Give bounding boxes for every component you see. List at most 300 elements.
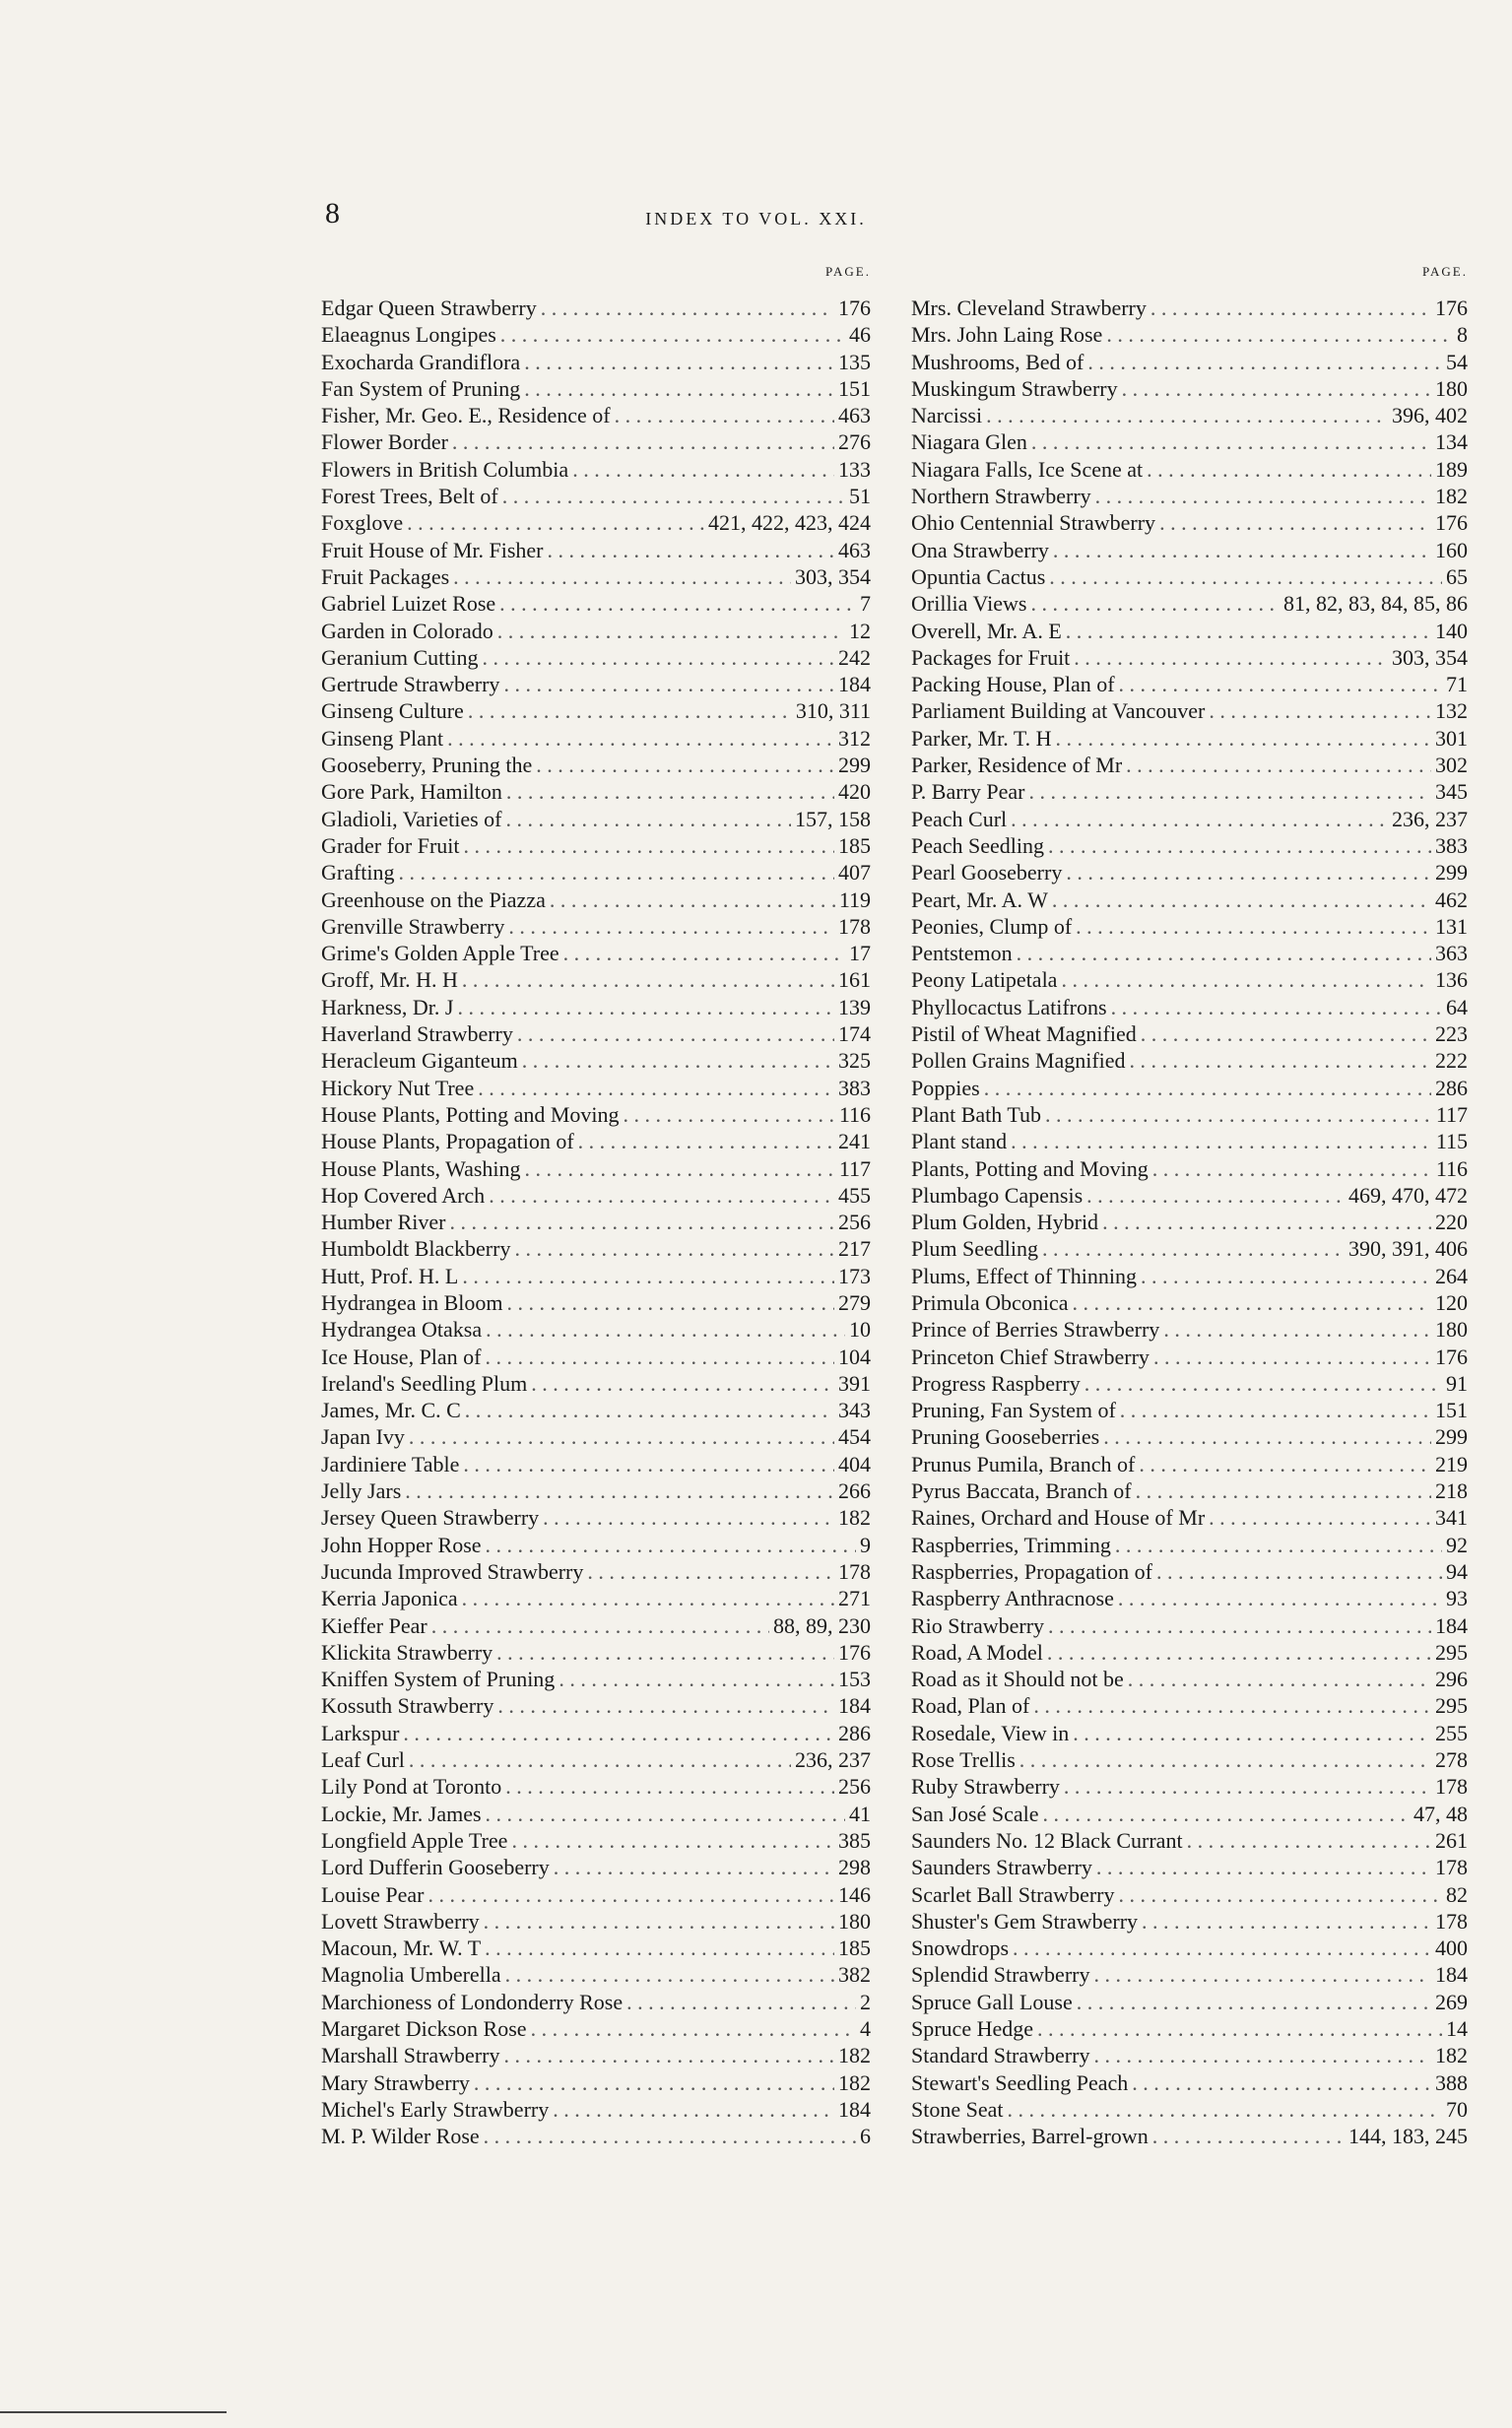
entry-name: San José Scale [911, 1801, 1039, 1826]
entry-pages: 396, 402 [1392, 403, 1468, 428]
entry-pages: 132 [1435, 698, 1468, 724]
dot-leader [1042, 1236, 1345, 1262]
dot-leader [511, 1828, 834, 1854]
dot-leader [1106, 322, 1453, 348]
entry-name: Pruning Gooseberries [911, 1424, 1100, 1450]
entry-name: Gooseberry, Pruning the [321, 753, 533, 778]
entry-name: Peonies, Clump of [911, 913, 1073, 939]
dot-leader [1119, 672, 1442, 697]
entry-pages: 454 [838, 1424, 871, 1450]
entry-pages: 185 [838, 1936, 871, 1961]
dot-leader [522, 1048, 834, 1074]
entry-pages: 382 [838, 1962, 871, 1988]
index-column-right [911, 264, 1468, 2150]
entry-name: Hop Covered Arch [321, 1182, 486, 1208]
entry-pages: 146 [838, 1881, 871, 1907]
index-entry [911, 2124, 1468, 2150]
entry-name: House Plants, Potting and Moving [321, 1101, 620, 1127]
entry-pages: 345 [1435, 779, 1468, 805]
entry-name: Flower Border [321, 429, 448, 455]
entry-name: Margaret Dickson Rose [321, 2016, 527, 2041]
index-entry [321, 564, 871, 591]
entry-name: Foxglove [321, 510, 404, 536]
entry-name: Grenville Strawberry [321, 913, 505, 939]
entry-name: Forest Trees, Belt of [321, 484, 498, 509]
entry-name: Elaeagnus Longipes [321, 322, 496, 348]
index-entry [911, 645, 1468, 672]
dot-leader [1045, 1102, 1432, 1128]
entry-name: John Hopper Rose [321, 1532, 482, 1557]
entry-name: Parliament Building at Vancouver [911, 698, 1206, 724]
index-entry [321, 619, 871, 645]
dot-leader [1066, 860, 1431, 886]
entry-name: Niagara Glen [911, 429, 1027, 455]
entry-name: Larkspur [321, 1720, 400, 1745]
entry-name: Packages for Fruit [911, 644, 1071, 670]
entry-name: Geranium Cutting [321, 644, 479, 670]
entry-pages: 134 [1435, 429, 1468, 455]
index-entry [321, 1667, 871, 1693]
dot-leader [986, 403, 1388, 428]
entry-pages: 390, 391, 406 [1348, 1236, 1468, 1262]
index-entry [911, 1371, 1468, 1398]
entry-pages: 64 [1446, 994, 1468, 1019]
entry-pages: 184 [838, 2096, 871, 2122]
entry-pages: 119 [838, 886, 871, 912]
entry-name: Splendid Strawberry [911, 1962, 1090, 1988]
entry-name: Scarlet Ball Strawberry [911, 1881, 1115, 1907]
index-entry [911, 1747, 1468, 1774]
dot-leader [427, 1882, 834, 1908]
dot-leader [484, 2124, 856, 2149]
index-entry [321, 1129, 871, 1155]
entry-name: Pistil of Wheat Magnified [911, 1021, 1137, 1047]
entry-pages: 242 [838, 644, 871, 670]
index-entry [911, 1236, 1468, 1263]
dot-leader [531, 1371, 834, 1397]
entry-pages: 91 [1446, 1370, 1468, 1396]
dot-leader [403, 1721, 834, 1746]
index-entry [321, 2043, 871, 2069]
entry-pages: 302 [1435, 753, 1468, 778]
index-entry [911, 1102, 1468, 1129]
index-entry [911, 1317, 1468, 1344]
entry-name: Marchioness of Londonderry Rose [321, 1989, 624, 2014]
dot-leader [1093, 2043, 1431, 2068]
index-entry [321, 779, 871, 806]
entry-name: Mrs. Cleveland Strawberry [911, 295, 1147, 320]
dot-leader [1008, 2097, 1443, 2123]
dot-leader [1122, 376, 1431, 402]
entry-pages: 298 [838, 1855, 871, 1880]
index-entry [911, 2016, 1468, 2043]
entry-name: Primula Obconica [911, 1289, 1069, 1315]
index-entry [911, 2043, 1468, 2069]
entry-pages: 93 [1446, 1586, 1468, 1611]
index-entry [911, 860, 1468, 886]
entry-pages: 184 [1435, 1962, 1468, 1988]
dot-leader [624, 1102, 835, 1128]
entry-pages: 88, 89, 230 [773, 1612, 871, 1638]
entry-name: Hydrangea Otaksa [321, 1317, 483, 1343]
entry-name: Plum Seedling [911, 1236, 1038, 1262]
dot-leader [1086, 1183, 1345, 1209]
index-entry [911, 1290, 1468, 1317]
entry-pages: 176 [1435, 295, 1468, 320]
dot-leader [517, 1021, 834, 1047]
index-entry [321, 1640, 871, 1667]
index-entry [321, 753, 871, 779]
dot-leader [1159, 510, 1431, 536]
index-entry [911, 807, 1468, 833]
page-column-heading: PAGE. [824, 264, 871, 279]
index-entry [911, 1156, 1468, 1183]
entry-name: Kieffer Pear [321, 1612, 427, 1638]
entry-name: House Plants, Propagation of [321, 1129, 574, 1154]
entry-pages: 144, 183, 245 [1348, 2124, 1468, 2149]
entry-pages: 222 [1435, 1048, 1468, 1074]
index-entry [321, 1236, 871, 1263]
entry-pages: 341 [1435, 1505, 1468, 1531]
dot-leader [468, 698, 792, 724]
entry-name: Raspberries, Propagation of [911, 1558, 1152, 1584]
dot-leader [1141, 1264, 1431, 1289]
dot-leader [572, 457, 834, 483]
entry-pages: 295 [1435, 1639, 1468, 1665]
entry-pages: 176 [838, 1639, 871, 1665]
dot-leader [1017, 941, 1431, 966]
entry-pages: 180 [838, 1908, 871, 1934]
entry-name: Phyllocactus Latifrons [911, 994, 1107, 1019]
entry-pages: 12 [849, 618, 871, 643]
entry-pages: 173 [838, 1263, 871, 1288]
index-entry [321, 1210, 871, 1236]
index-entry [321, 860, 871, 886]
entry-pages: 151 [838, 375, 871, 401]
index-entry [321, 322, 871, 349]
index-entry [911, 1183, 1468, 1210]
index-entry [911, 376, 1468, 403]
entry-pages: 182 [838, 2069, 871, 2095]
entry-name: Klickita Strawberry [321, 1639, 493, 1665]
entry-name: Edgar Queen Strawberry [321, 295, 537, 320]
entry-name: Plant Bath Tub [911, 1101, 1042, 1127]
entry-pages: 301 [1435, 725, 1468, 751]
dot-leader [486, 1802, 845, 1827]
dot-leader [525, 1156, 835, 1182]
dot-leader [1030, 591, 1280, 617]
entry-pages: 51 [849, 484, 871, 509]
index-entry [321, 1559, 871, 1586]
index-entry [321, 1802, 871, 1828]
index-entry [911, 1533, 1468, 1559]
dot-leader [447, 726, 834, 752]
index-entry [911, 1693, 1468, 1720]
entry-name: Fruit Packages [321, 563, 450, 589]
entry-pages: 269 [1435, 1989, 1468, 2014]
entry-name: Heracleum Giganteum [321, 1048, 518, 1074]
dot-leader [626, 1990, 856, 2015]
dot-leader [524, 376, 834, 402]
dot-leader [497, 1693, 834, 1719]
dot-leader [405, 1478, 834, 1504]
entry-name: Plums, Effect of Thinning [911, 1263, 1137, 1288]
entry-name: Rosedale, View in [911, 1720, 1070, 1745]
index-entry [321, 807, 871, 833]
entry-pages: 391 [838, 1370, 871, 1396]
index-entry [321, 510, 871, 537]
dot-leader [1076, 914, 1431, 940]
entry-name: James, Mr. C. C [321, 1398, 461, 1423]
dot-leader [554, 1855, 834, 1880]
entry-pages: 92 [1446, 1532, 1468, 1557]
dot-leader [1119, 1882, 1443, 1908]
entry-pages: 407 [838, 860, 871, 886]
entry-name: Raspberries, Trimming [911, 1532, 1111, 1557]
entry-name: Peach Seedling [911, 832, 1045, 858]
dot-leader [503, 672, 834, 697]
entry-pages: 463 [838, 537, 871, 562]
index-entry [321, 2070, 871, 2097]
entry-name: Gertrude Strawberry [321, 672, 500, 697]
dot-leader [1153, 1345, 1431, 1370]
entry-pages: 400 [1435, 1936, 1468, 1961]
index-entry [911, 457, 1468, 484]
dot-leader [500, 322, 845, 348]
entry-name: Pearl Gooseberry [911, 860, 1063, 886]
dot-leader [407, 510, 704, 536]
entry-name: Plumbago Capensis [911, 1182, 1084, 1208]
entry-pages: 135 [838, 349, 871, 374]
index-entry [321, 1290, 871, 1317]
index-entry [321, 1586, 871, 1612]
entry-pages: 178 [1435, 1908, 1468, 1934]
entry-pages: 81, 82, 83, 84, 85, 86 [1283, 591, 1468, 617]
entry-name: Princeton Chief Strawberry [911, 1344, 1150, 1369]
entry-name: Raines, Orchard and House of Mr [911, 1505, 1206, 1531]
entry-pages: 54 [1446, 349, 1468, 374]
dot-leader [1077, 1990, 1431, 2015]
entry-name: Pruning, Fan System of [911, 1398, 1116, 1423]
entry-pages: 120 [1435, 1289, 1468, 1315]
index-entry [321, 484, 871, 510]
dot-leader [1118, 1586, 1442, 1611]
dot-leader [1019, 1747, 1431, 1773]
dot-leader [464, 833, 834, 859]
dot-leader [1209, 1505, 1431, 1531]
entry-pages: 176 [1435, 510, 1468, 536]
dot-leader [563, 941, 845, 966]
entry-pages: 303, 354 [795, 563, 871, 589]
entry-pages: 176 [1435, 1344, 1468, 1369]
dot-leader [453, 564, 791, 590]
index-entry [911, 350, 1468, 376]
entry-pages: 271 [838, 1586, 871, 1611]
entry-name: Grader for Fruit [321, 832, 460, 858]
entry-name: Plant stand [911, 1129, 1008, 1154]
entry-pages: 10 [849, 1317, 871, 1343]
entry-name: Kossuth Strawberry [321, 1693, 494, 1719]
dot-leader [578, 1129, 834, 1154]
entry-pages: 180 [1435, 375, 1468, 401]
dot-leader [462, 967, 834, 993]
dot-leader [1028, 779, 1431, 805]
dot-leader [462, 1586, 834, 1611]
entry-name: Hickory Nut Tree [321, 1075, 475, 1100]
index-entry [911, 941, 1468, 967]
entry-pages: 178 [838, 913, 871, 939]
index-entry [911, 1076, 1468, 1102]
entry-name: Spruce Gall Louse [911, 1989, 1073, 2014]
entry-name: Ireland's Seedling Plum [321, 1370, 528, 1396]
entry-pages: 286 [1435, 1075, 1468, 1100]
dot-leader [486, 1345, 834, 1370]
dot-leader [1126, 753, 1431, 778]
entry-pages: 383 [838, 1075, 871, 1100]
dot-leader [506, 807, 792, 832]
entry-pages: 6 [860, 2124, 871, 2149]
dot-leader [462, 1264, 834, 1289]
index-entry [321, 1048, 871, 1075]
entry-pages: 463 [838, 403, 871, 428]
dot-leader [486, 1533, 856, 1558]
entry-name: Louise Pear [321, 1881, 425, 1907]
entry-name: Michel's Early Strawberry [321, 2096, 550, 2122]
entry-name: Prunus Pumila, Branch of [911, 1451, 1136, 1476]
entry-name: House Plants, Washing [321, 1155, 521, 1181]
index-entry [321, 1345, 871, 1371]
entry-pages: 303, 354 [1392, 644, 1468, 670]
entry-name: Lord Dufferin Gooseberry [321, 1855, 550, 1880]
dot-leader [1141, 1021, 1431, 1047]
entry-name: Spruce Hedge [911, 2016, 1034, 2041]
index-entry [321, 967, 871, 994]
entry-pages: 71 [1446, 672, 1468, 697]
entry-name: Lovett Strawberry [321, 1908, 480, 1934]
entry-name: Hydrangea in Bloom [321, 1289, 503, 1315]
entry-name: Fruit House of Mr. Fisher [321, 537, 544, 562]
index-entry [321, 1398, 871, 1424]
entry-name: Longfield Apple Tree [321, 1827, 508, 1853]
entry-name: Gabriel Luizet Rose [321, 591, 496, 617]
index-entry [321, 1774, 871, 1801]
entry-name: Groff, Mr. H. H [321, 967, 458, 993]
entry-pages: 241 [838, 1129, 871, 1154]
entry-name: Kniffen System of Pruning [321, 1667, 556, 1692]
dot-leader [550, 887, 835, 913]
entry-pages: 279 [838, 1289, 871, 1315]
entry-name: Opuntia Cactus [911, 563, 1046, 589]
dot-leader [1056, 726, 1431, 752]
page-number: 8 [325, 197, 340, 230]
entry-name: Ginseng Culture [321, 698, 464, 724]
dot-leader [489, 1183, 834, 1209]
entry-name: Ona Strawberry [911, 537, 1049, 562]
entry-pages: 2 [860, 1989, 871, 2014]
entry-pages: 94 [1446, 1558, 1468, 1584]
entry-name: Raspberry Anthracnose [911, 1586, 1114, 1611]
index-entry [911, 1909, 1468, 1936]
dot-leader [548, 538, 835, 563]
dot-leader [1048, 833, 1431, 859]
dot-leader [497, 619, 845, 644]
dot-leader [1096, 1855, 1431, 1880]
entry-pages: 455 [838, 1182, 871, 1208]
dot-leader [1095, 484, 1431, 509]
dot-leader [506, 779, 834, 805]
index-entry [911, 672, 1468, 698]
entry-name: Magnolia Umberella [321, 1962, 501, 1988]
index-entry [911, 403, 1468, 429]
entry-pages: 160 [1435, 537, 1468, 562]
entry-pages: 4 [860, 2016, 871, 2041]
entry-pages: 139 [838, 994, 871, 1019]
index-entry [911, 510, 1468, 537]
entry-pages: 299 [1435, 1424, 1468, 1450]
index-entry [911, 538, 1468, 564]
entry-name: Plum Golden, Hybrid [911, 1210, 1099, 1235]
index-entry [321, 1183, 871, 1210]
running-head: INDEX TO VOL. XXI. [645, 209, 867, 229]
index-entry [321, 403, 871, 429]
index-entry [911, 1640, 1468, 1667]
dot-leader [1049, 564, 1442, 590]
dot-leader [1053, 538, 1431, 563]
entry-name: Greenhouse on the Piazza [321, 886, 546, 912]
entry-name: Saunders No. 12 Black Currant [911, 1827, 1183, 1853]
entry-name: Ohio Centennial Strawberry [911, 510, 1156, 536]
entry-pages: 236, 237 [795, 1747, 871, 1773]
entry-name: Road as it Should not be [911, 1667, 1124, 1692]
dot-leader [1052, 887, 1431, 913]
index-entry [321, 1021, 871, 1048]
entry-pages: 299 [1435, 860, 1468, 886]
index-entry [321, 1613, 871, 1640]
index-entry [321, 1452, 871, 1478]
entry-name: Road, Plan of [911, 1693, 1030, 1719]
index-entry [911, 295, 1468, 322]
entry-name: Parker, Mr. T. H [911, 725, 1052, 751]
dot-leader [1139, 1452, 1431, 1477]
entry-pages: 70 [1446, 2096, 1468, 2122]
entry-name: Road, A Model [911, 1639, 1043, 1665]
entry-pages: 462 [1435, 886, 1468, 912]
dot-leader [505, 1962, 834, 1988]
entry-name: Pollen Grains Magnified [911, 1048, 1126, 1074]
dot-leader [514, 1236, 834, 1262]
entry-pages: 223 [1435, 1021, 1468, 1047]
entry-name: Flowers in British Columbia [321, 456, 569, 482]
dot-leader [502, 484, 845, 509]
entry-pages: 236, 237 [1392, 806, 1468, 831]
dot-leader [1013, 1936, 1431, 1961]
entry-pages: 363 [1435, 941, 1468, 966]
dot-leader [505, 1774, 834, 1800]
dot-leader [1061, 967, 1431, 993]
entry-pages: 184 [838, 1693, 871, 1719]
entry-name: Fan System of Pruning [321, 375, 521, 401]
dot-leader [484, 1909, 834, 1935]
entry-pages: 182 [838, 1505, 871, 1531]
dot-leader [615, 403, 834, 428]
dot-leader [486, 1317, 845, 1343]
index-entry [321, 1317, 871, 1344]
dot-leader [1128, 1667, 1431, 1692]
entry-pages: 286 [838, 1720, 871, 1745]
entry-pages: 278 [1435, 1747, 1468, 1773]
index-entry [321, 645, 871, 672]
entry-pages: 161 [838, 967, 871, 993]
